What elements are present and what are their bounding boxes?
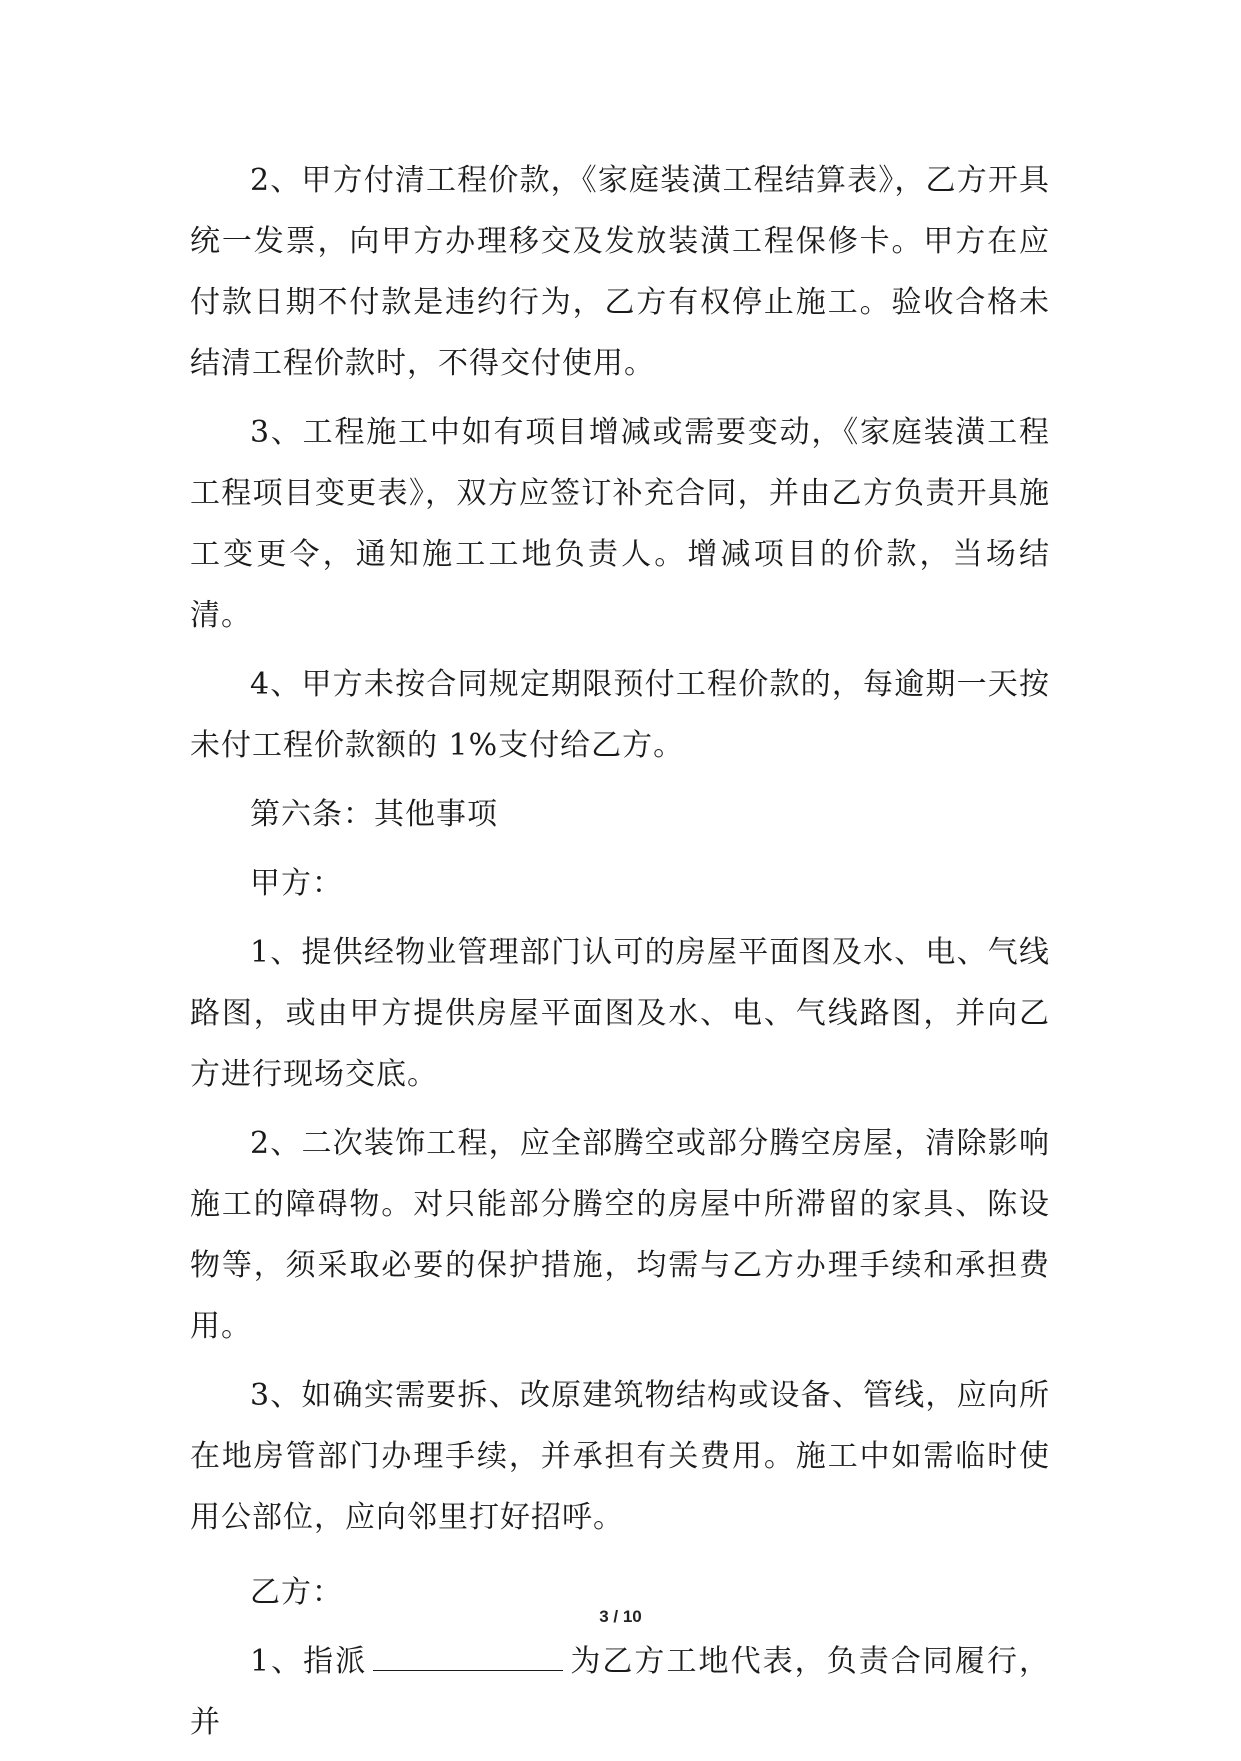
representative-blank-line [373, 1644, 563, 1671]
party-b-item-1-prefix: 1、指派 [250, 1644, 368, 1679]
paragraph-payment-settlement: 2、甲方付清工程价款，《家庭装潢工程结算表》，乙方开具统一发票，向甲方办理移交及发放装潢工程保修卡。甲方在应付款日期不付款是违约行为，乙方有权停止施工。验收合格未结清工程价款时，不得交付使用。 [190, 163, 1050, 381]
page-number: 3 / 10 [599, 1607, 642, 1626]
paragraph-project-changes: 3、工程施工中如有项目增减或需要变动，《家庭装潢工程工程项目变更表》，双方应签订补充合同，并由乙方负责开具施工变更令，通知施工工地负责人。增减项目的价款，当场结清。 [190, 415, 1050, 633]
document-body [190, 150, 1050, 1761]
party-b-item-1 [190, 1631, 1050, 1753]
party-b-label: 乙方： [250, 1575, 343, 1610]
section-title: 第六条：其他事项 [250, 797, 498, 832]
party-a-item-2: 2、二次装饰工程，应全部腾空或部分腾空房屋，清除影响施工的障碍物。对只能部分腾空的房屋中所滞留的家具、陈设物等，须采取必要的保护措施，均需与乙方办理手续和承担费用。 [190, 1126, 1050, 1344]
party-a-item-3: 3、如确实需要拆、改原建筑物结构或设备、管线，应向所在地房管部门办理手续，并承担有关费用。施工中如需临时使用公部位，应向邻里打好招呼。 [190, 1378, 1050, 1535]
party-b-item-1-suffix: 为乙方工地代表，负责合同履行，并 [190, 1644, 1050, 1740]
paragraph-late-payment: 4、甲方未按合同规定期限预付工程价款的，每逾期一天按未付工程价款额的 1%支付给乙方。 [190, 667, 1050, 763]
party-a-item-1: 1、提供经物业管理部门认可的房屋平面图及水、电、气线路图，或由甲方提供房屋平面图及水、电、气线路图，并向乙方进行现场交底。 [190, 935, 1050, 1092]
party-a-label: 甲方： [250, 866, 343, 901]
